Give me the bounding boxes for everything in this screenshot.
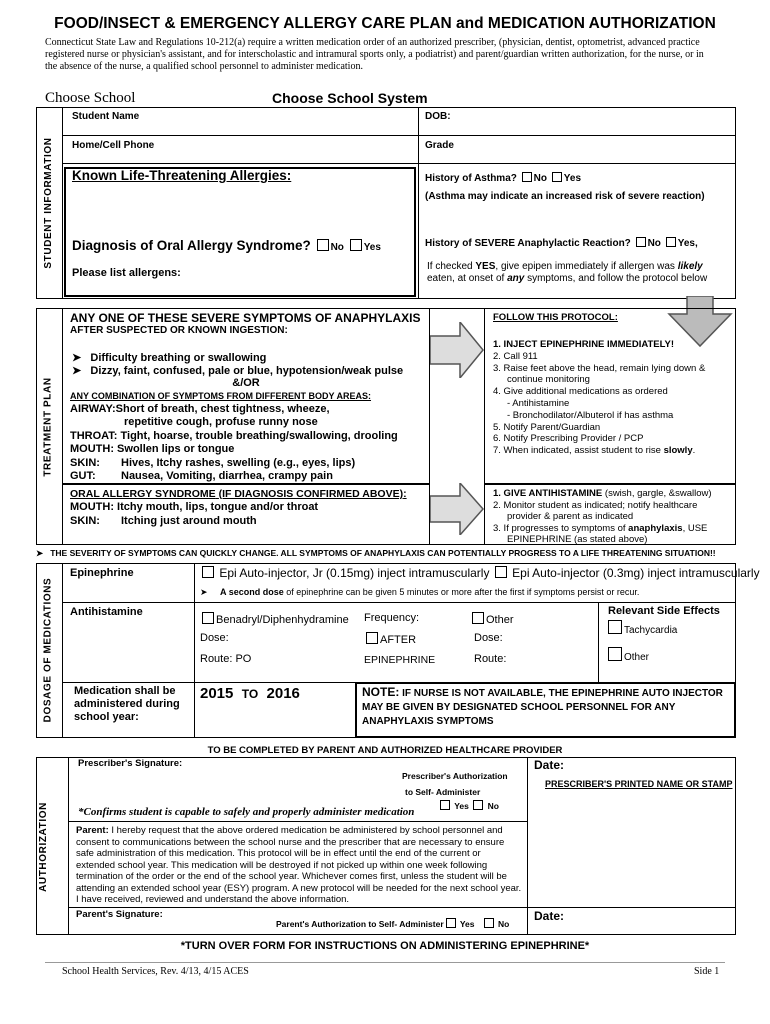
- epipen-note-1: If checked: [427, 261, 473, 272]
- epinephrine-label: Epinephrine: [70, 567, 134, 579]
- second-dose-bold: A second dose: [220, 587, 284, 597]
- parent-yes: Yes: [459, 919, 475, 929]
- after-checkbox[interactable]: [366, 632, 378, 644]
- parent-consent: [76, 825, 522, 906]
- prescriber-stamp[interactable]: PRESCRIBER'S PRINTED NAME OR STAMP: [545, 779, 733, 789]
- protocol-list: [493, 339, 733, 457]
- throat-symptoms: THROAT: Tight, hoarse, trouble breathing/swallowing, drooling: [70, 430, 398, 442]
- skin-label: SKIN:: [70, 457, 100, 469]
- parent-yes-checkbox[interactable]: [446, 918, 456, 928]
- oas-no-checkbox[interactable]: [317, 239, 329, 251]
- gut-symptoms: Nausea, Vomiting, diarrhea, crampy pain: [121, 470, 333, 482]
- year-to: 2016: [266, 685, 300, 702]
- protocol-step-7: 7. When indicated, assist student to rise: [493, 445, 661, 457]
- student-name-field[interactable]: Student Name: [72, 111, 140, 122]
- epi-std: Epi Auto-injector (0.3mg) inject intramuscularly: [512, 566, 760, 580]
- confirms-student: *Confirms student is capable to safely and properly administer medication: [78, 806, 415, 818]
- protocol-step: - Antihistamine: [507, 397, 570, 409]
- prescriber-auth-label-2: to Self- Administer: [405, 787, 481, 797]
- mouth-symptoms: MOUTH: Swollen lips or tongue: [70, 443, 235, 455]
- oas-step-2b: provider & parent as indicated: [507, 511, 634, 522]
- oas-step-2: 2. Monitor student as indicated; notify healthcare: [493, 499, 698, 511]
- oas-yes: Yes: [363, 242, 381, 253]
- severity-warning: ➤ THE SEVERITY OF SYMPTOMS CAN QUICKLY CHANGE. ALL SYMPTOMS OF ANAPHYLAXIS CAN POTENTIALLY PROGRESS TO A LIFE THREATENING SITUATION!!: [36, 548, 716, 558]
- oas-skin-label: SKIN:: [70, 515, 100, 527]
- parent-signature-field[interactable]: Parent's Signature:: [76, 909, 163, 920]
- anaphylaxis-no-checkbox[interactable]: [636, 237, 646, 247]
- protocol-step: 7. When indicated, assist student to rise slowly.: [493, 445, 696, 457]
- route-field[interactable]: Route:: [474, 653, 507, 665]
- asthma-no: No: [533, 173, 547, 184]
- severity-warning-text: THE SEVERITY OF SYMPTOMS CAN QUICKLY CHANGE. ALL SYMPTOMS OF ANAPHYLAXIS CAN POTENTIALLY PROGRESS TO A LIFE THREATENING SITUATION!!: [50, 548, 716, 558]
- anaphylaxis-heading: ANY ONE OF THESE SEVERE SYMPTOMS OF ANAPHYLAXIS: [70, 311, 421, 325]
- side-other: Other: [624, 652, 650, 663]
- turn-over-note: *TURN OVER FORM FOR INSTRUCTIONS ON ADMINISTERING EPINEPHRINE*: [180, 940, 590, 952]
- asthma-question: [425, 172, 581, 184]
- prescriber-signature: Prescriber's Signature: [78, 758, 179, 769]
- epipen-note: [427, 261, 727, 285]
- asthma-label: History of Asthma?: [425, 173, 517, 184]
- year-from: 2015: [200, 685, 234, 702]
- phone-field[interactable]: Home/Cell Phone: [72, 140, 155, 151]
- oas-label: Diagnosis of Oral Allergy Syndrome?: [72, 238, 311, 253]
- combination-heading: ANY COMBINATION OF SYMPTOMS FROM DIFFERENT BODY AREAS:: [70, 391, 372, 401]
- protocol-step: 6. Notify Prescribing Provider / PCP: [493, 433, 644, 445]
- other-checkbox[interactable]: [472, 612, 484, 624]
- note-label: NOTE:: [362, 685, 400, 699]
- asthma-no-checkbox[interactable]: [522, 172, 532, 182]
- note-text: IF NURSE IS NOT AVAILABLE, THE EPINEPHRINE AUTO INJECTOR MAY BE GIVEN BY DESIGNATED SCHOOL PERSONNEL FOR ANY ANAPHYLAXIS SYMPTOMS: [362, 688, 723, 727]
- parent-consent-text: I hereby request that the above ordered medication be administered by school personnel and consent to communications between the school nurse and the prescriber that are necessary to ensure safe administration of this medication. This protocol will be in effect until the end of the current or extended school year. This medication will be destroyed if not picked up within one week following termination of the order or the end of the school year. Whichever comes first, unless the student will be attending an extended school year (ESY) program. A new protocol will be needed for the next school year. I have received, reviewed and understand the above information.: [76, 825, 522, 905]
- oas-protocol: [493, 488, 733, 546]
- other: Other: [486, 614, 514, 626]
- antihistamine-label: Antihistamine: [70, 606, 143, 618]
- benadryl: Benadryl/Diphenhydramine: [216, 614, 349, 626]
- protocol-step: 5. Notify Parent/Guardian: [493, 421, 601, 433]
- parent-signature: Parent's Signature: [76, 909, 160, 920]
- prescriber-signature-field[interactable]: Prescriber's Signature:: [78, 758, 183, 769]
- side-other-checkbox[interactable]: [608, 647, 622, 661]
- date-label: Date: [534, 758, 561, 772]
- parent-no-checkbox[interactable]: [484, 918, 494, 928]
- administered-during: Medication shall be administered during school year:: [74, 685, 180, 723]
- frequency-field[interactable]: Frequency:: [364, 612, 420, 624]
- oas-step-3b: anaphylaxis: [628, 522, 683, 534]
- prescriber-auth-options: [438, 800, 499, 811]
- symptom-2: Dizzy, faint, confused, pale or blue, hypotension/weak pulse: [90, 365, 404, 377]
- symptom-bullet-2: ➤ Dizzy, faint, confused, pale or blue, hypotension/weak pulse: [72, 365, 404, 377]
- side-other-option: [606, 647, 649, 663]
- epipen-note-2: , give epipen immediately if allergen was: [495, 261, 675, 272]
- epipen-note-4: symptoms, and follow the protocol below: [527, 273, 708, 284]
- epi-std-checkbox[interactable]: [495, 566, 507, 578]
- right-arrow-icon-2: [430, 483, 484, 535]
- after-option: [364, 632, 416, 646]
- protocol-step: continue monitoring: [507, 374, 590, 386]
- protocol-step: 3. Raise feet above the head, remain lying down &: [493, 362, 706, 374]
- protocol-step-7-slowly: slowly: [663, 445, 693, 457]
- oas-step-3a: 3. If progresses to symptoms of: [493, 522, 626, 534]
- dosage-label: DOSAGE OF MEDICATIONS: [42, 577, 54, 723]
- symptom-1: Difficulty breathing or swallowing: [90, 352, 267, 364]
- prescriber-yes: Yes: [454, 801, 469, 811]
- prescriber-auth-label: Prescriber's Authorization: [402, 771, 508, 781]
- authorization-label: AUTHORIZATION: [38, 802, 49, 892]
- allergens-list-field[interactable]: Please list allergens:: [72, 267, 181, 279]
- route-po: Route: PO: [200, 653, 252, 665]
- protocol-step: 4. Give additional medications as ordered: [493, 386, 668, 398]
- epipen-note-likely: likely: [677, 261, 703, 272]
- and-or: &/OR: [232, 377, 260, 389]
- choose-school-select[interactable]: Choose School: [45, 90, 136, 106]
- follow-protocol-heading: FOLLOW THIS PROTOCOL:: [493, 312, 618, 323]
- epi-jr-checkbox[interactable]: [202, 566, 214, 578]
- epi-jr: Epi Auto-injector, Jr (0.15mg) inject intramuscularly: [219, 566, 490, 580]
- side-effects-heading: Relevant Side Effects: [608, 605, 720, 617]
- page-side: Side 1: [694, 966, 720, 977]
- other-option: [470, 612, 514, 626]
- airway-symptoms-2: repetitive cough, profuse runny nose: [124, 416, 318, 428]
- oas-step-1a: 1. GIVE ANTIHISTAMINE: [493, 488, 603, 499]
- epipen-note-yes: YES: [475, 261, 496, 272]
- tachycardia-option: [606, 620, 677, 636]
- second-dose-text: of epinephrine can be given 5 minutes or more after the first if symptoms persist or recur.: [286, 587, 640, 597]
- epinephrine-after-label: EPINEPHRINE: [364, 654, 436, 666]
- anaphylaxis-yes-checkbox[interactable]: [666, 237, 676, 247]
- epipen-note-any: any: [507, 273, 525, 284]
- year-to-label: TO: [241, 687, 259, 701]
- after: AFTER: [380, 634, 417, 646]
- skin-symptoms: Hives, Itchy rashes, swelling (e.g., eyes, lips): [121, 457, 356, 469]
- oas-yes-checkbox[interactable]: [350, 239, 362, 251]
- oas-step-1: [493, 488, 733, 500]
- intro-text: Connecticut State Law and Regulations 10-212(a) require a written medication order of an authorized prescriber, (physician, dentist, optometrist, advanced practice registered nurse or physician's assistant, and for interscholastic and intramural sports only, a podiatrist) and parent/guardian written authorization, for the nurse, or in the absence of the nurse, a qualified school personnel to administer medication.: [45, 37, 704, 72]
- oas-step-1b: (swish, gargle, &swallow): [604, 488, 712, 499]
- nurse-note: [362, 685, 732, 729]
- oas-no: No: [330, 242, 344, 253]
- gut-label: GUT:: [70, 470, 96, 482]
- oas-heading: ORAL ALLERGY SYNDROME (IF DIAGNOSIS CONFIRMED ABOVE):: [70, 488, 407, 500]
- benadryl-checkbox[interactable]: [202, 612, 214, 624]
- asthma-yes: Yes: [563, 173, 582, 184]
- protocol-step: 2. Call 911: [493, 350, 538, 362]
- anaphylaxis-subheading: AFTER SUSPECTED OR KNOWN INGESTION:: [70, 325, 288, 336]
- asthma-yes-checkbox[interactable]: [552, 172, 562, 182]
- parent-consent-label: Parent:: [76, 825, 109, 836]
- choose-school-system-select[interactable]: Choose School System: [272, 90, 428, 106]
- anaphylaxis-no: No: [647, 238, 661, 249]
- prescriber-no-checkbox[interactable]: [473, 800, 483, 810]
- anaphylaxis-yes: Yes,: [677, 238, 698, 249]
- date-label-2: Date: [534, 909, 561, 923]
- oas-step-3: [493, 523, 733, 535]
- student-info-label: STUDENT INFORMATION: [43, 137, 54, 269]
- prescriber-yes-checkbox[interactable]: [440, 800, 450, 810]
- to-be-completed: TO BE COMPLETED BY PARENT AND AUTHORIZED HEALTHCARE PROVIDER: [207, 745, 563, 756]
- dose-field[interactable]: Dose:: [200, 632, 229, 644]
- tachycardia-checkbox[interactable]: [608, 620, 622, 634]
- anaphylaxis-label: History of SEVERE Anaphylactic Reaction?: [425, 238, 631, 249]
- grade-field[interactable]: Grade: [425, 140, 454, 151]
- school-year: [200, 685, 300, 702]
- dose-field-2[interactable]: Dose:: [474, 632, 503, 644]
- date-field-2[interactable]: Date:: [534, 909, 565, 923]
- parent-auth: Parent's Authorization to Self- Administer: [276, 919, 444, 929]
- oas-heading-main: ORAL ALLERGY SYNDROME: [70, 488, 216, 500]
- asthma-note: (Asthma may indicate an increased risk of severe reaction): [425, 191, 705, 202]
- oas-step-3c: , USE: [682, 522, 708, 534]
- protocol-step: - Bronchodilator/Albuterol if has asthma: [507, 409, 674, 421]
- airway-symptoms: AIRWAY:Short of breath, chest tightness, wheeze,: [70, 403, 330, 415]
- form-title: FOOD/INSECT & EMERGENCY ALLERGY CARE PLAN and MEDICATION AUTHORIZATION: [54, 15, 716, 32]
- revision-info: School Health Services, Rev. 4/13, 4/15 ACES: [62, 966, 249, 977]
- oas-skin: Itching just around mouth: [121, 515, 257, 527]
- epi-options: [200, 566, 760, 580]
- parent-no: No: [497, 919, 510, 929]
- epipen-note-3: eaten, at onset of: [427, 273, 505, 284]
- oas-step-3d: EPINEPHRINE (as stated above): [507, 534, 648, 545]
- dob-field[interactable]: DOB:: [425, 111, 451, 122]
- date-field[interactable]: Date:: [534, 758, 565, 772]
- symptom-bullet-1: ➤ Difficulty breathing or swallowing: [72, 352, 267, 364]
- oas-question: [72, 238, 381, 253]
- oas-mouth: MOUTH: Itchy mouth, lips, tongue and/or throat: [70, 501, 319, 513]
- treatment-label: TREATMENT PLAN: [42, 377, 54, 477]
- protocol-step: 1. INJECT EPINEPHRINE IMMEDIATELY!: [493, 339, 675, 350]
- tachycardia: Tachycardia: [624, 625, 678, 636]
- prescriber-no: No: [487, 801, 499, 811]
- right-arrow-icon: [430, 322, 484, 378]
- oas-heading-sub: (IF DIAGNOSIS CONFIRMED ABOVE): [218, 488, 404, 500]
- parent-auth-options: [276, 918, 509, 929]
- allergies-field[interactable]: Known Life-Threatening Allergies:: [72, 168, 292, 183]
- second-dose-note: ➤ A second dose of epinephrine can be given 5 minutes or more after the first if symptoms persist or recur.: [200, 587, 640, 597]
- anaphylaxis-question: [425, 237, 698, 249]
- benadryl-option: [200, 612, 349, 626]
